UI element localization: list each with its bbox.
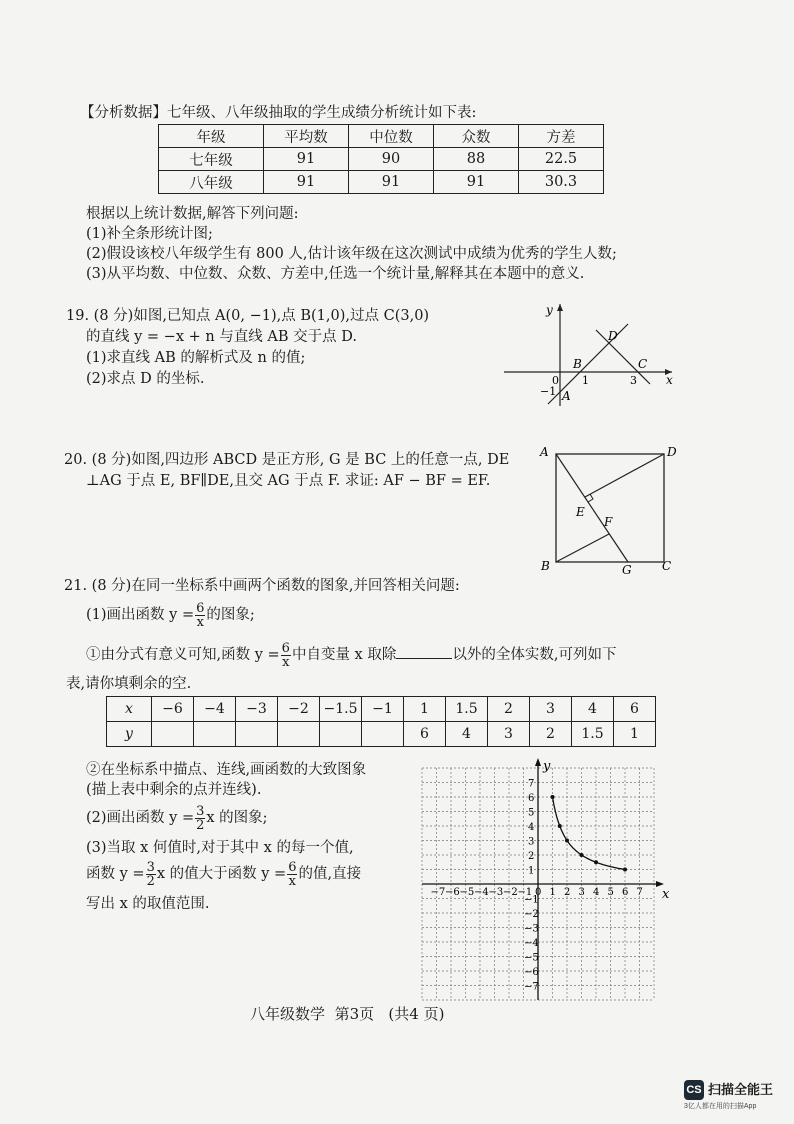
p21-q1-pre: (1)画出函数 y = — [86, 607, 195, 623]
p21-s2-line2: (描上表中剩余的点并连线). — [86, 782, 262, 798]
grid-ticks — [431, 779, 643, 993]
p20-line1: 20. (8 分)如图,四边形 ABCD 是正方形, G 是 BC 上的任意一点, DE — [64, 452, 510, 468]
segment-bf — [556, 534, 609, 562]
x-tick-label: −3 — [488, 887, 504, 898]
table-row — [159, 148, 604, 171]
x-tick-label: 5 — [607, 887, 614, 898]
fig20-label-e: E — [576, 505, 585, 519]
analysis-q3: (3)从平均数、中位数、众数、方差中,任选一个统计量,解释其在本题中的意义. — [86, 266, 585, 282]
scanner-title: 扫描全能王 — [708, 1082, 774, 1097]
frac-den: 2 — [146, 873, 155, 889]
fig19-label-a: A — [562, 389, 571, 403]
p20-line2: ⊥AG 于点 E, BF∥DE,且交 AG 于点 F. 求证: AF − BF = EF. — [86, 473, 491, 489]
y-cell-empty[interactable] — [320, 722, 362, 747]
y-axis-arrow — [557, 304, 563, 311]
analysis-prompt: 根据以上统计数据,解答下列问题: — [86, 206, 299, 222]
x-tick-label: 0 — [535, 887, 542, 898]
fig19-x-label: x — [666, 373, 673, 387]
table-row — [107, 697, 656, 722]
footer-subject: 八年级数学 — [250, 1005, 326, 1023]
scanner-logo: CS — [684, 1080, 704, 1100]
x-cell: −4 — [194, 697, 236, 722]
fig20-label-g: G — [622, 563, 632, 574]
curve-path — [553, 797, 626, 870]
y-tick-label: 1 — [528, 865, 535, 877]
coordinate-grid — [400, 758, 670, 1008]
y-tick-label: −1 — [524, 894, 539, 906]
table-header: 众数 — [434, 125, 519, 148]
y-tick-label: 7 — [528, 778, 535, 790]
frac-den: x — [196, 614, 204, 630]
p21-q2-pre: (2)画出函数 y = — [86, 810, 195, 826]
table-header: 平均数 — [264, 125, 349, 148]
p19-line3: (1)求直线 AB 的解析式及 n 的值; — [86, 350, 306, 366]
table-row — [107, 722, 656, 747]
p21-s1-post: 以外的全体实数,可列如下 — [452, 647, 617, 663]
table-row — [159, 171, 604, 194]
p19-line1: 19. (8 分)如图,已知点 A(0, −1),点 B(1,0),过点 C(3,0) — [66, 308, 430, 324]
y-cell-empty[interactable] — [278, 722, 320, 747]
grid-y-label: y — [543, 759, 551, 774]
y-cell-empty[interactable] — [362, 722, 404, 747]
footer — [250, 1004, 444, 1024]
scanner-subtitle: 3亿人都在用的扫描App — [684, 1103, 757, 1110]
p21-q3-l2b: x 的值大于函数 y = — [156, 866, 287, 882]
fig20-label-b: B — [541, 559, 550, 573]
x-cell: 2 — [488, 697, 530, 722]
x-tick-label: 6 — [622, 887, 629, 898]
fig20-label-d: D — [667, 445, 677, 459]
y-axis-arrow — [535, 758, 541, 766]
x-tick-label: −1 — [517, 887, 533, 898]
x-tick-label: −2 — [503, 887, 518, 898]
y-cell-empty[interactable] — [152, 722, 194, 747]
grid-axes — [422, 758, 664, 1000]
y-cell-empty[interactable] — [194, 722, 236, 747]
fig19-tick-neg1: −1 — [540, 385, 557, 398]
fig19-label-b: B — [573, 357, 582, 371]
fig19-label-d: D — [608, 329, 618, 343]
p21-q3-line1: (3)当取 x 何值时,对于其中 x 的每一个值, — [86, 840, 354, 856]
square-abcd — [556, 454, 664, 562]
fig19-label-c: C — [638, 357, 648, 371]
x-cell: 3 — [530, 697, 572, 722]
p21-s1-pre: ①由分式有意义可知,函数 y = — [86, 647, 280, 663]
curve-point — [623, 868, 627, 872]
table-cell: 88 — [434, 148, 519, 171]
frac-den: x — [288, 873, 297, 889]
fig19-origin: 0 — [552, 374, 559, 387]
table-cell: 22.5 — [519, 148, 604, 171]
p19-line4: (2)求点 D 的坐标. — [86, 371, 205, 387]
segment-ag — [556, 454, 628, 562]
table-header: 年级 — [159, 125, 264, 148]
y-cell: 1 — [614, 722, 656, 747]
fraction-3-over-2 — [195, 805, 205, 832]
x-tick-label: −5 — [459, 887, 475, 898]
p21-q3-line2 — [86, 858, 361, 890]
p19-line2: 的直线 y = −x + n 与直线 AB 交于点 D. — [86, 329, 357, 345]
x-cell: 1.5 — [446, 697, 488, 722]
footer-page: 第3页 — [334, 1005, 375, 1023]
fig20-label-f: F — [604, 515, 613, 529]
x-cell: −1 — [362, 697, 404, 722]
table-cell: 91 — [434, 171, 519, 194]
fraction-6-over-x — [281, 642, 291, 669]
p21-step1 — [86, 640, 616, 670]
table-cell: 91 — [264, 148, 349, 171]
p21-q2 — [86, 802, 268, 834]
y-tick-label: 4 — [528, 822, 535, 833]
y-tick-label: 2 — [528, 851, 535, 862]
frac-num: 6 — [196, 600, 205, 616]
x-cell: 4 — [572, 697, 614, 722]
curve-point — [551, 795, 555, 799]
analysis-q1: (1)补全条形统计图; — [86, 226, 213, 242]
y-cell: 3 — [488, 722, 530, 747]
x-cell: −2 — [278, 697, 320, 722]
p21-s2-line1: ②在坐标系中描点、连线,画函数的大致图象 — [86, 762, 367, 778]
y-tick-label: 3 — [528, 836, 535, 848]
fig19-tick-1: 1 — [582, 374, 589, 387]
segment-de — [585, 454, 664, 497]
x-tick-label: 4 — [593, 887, 600, 898]
x-tick-label: 3 — [578, 887, 585, 898]
curve-point — [558, 824, 562, 828]
stats-table — [158, 124, 604, 194]
curve-point — [565, 839, 569, 843]
fraction-6-over-x — [287, 861, 297, 888]
table-cell: 七年级 — [159, 148, 264, 171]
fig19-tick-3: 3 — [630, 374, 637, 387]
curve-6-over-x — [551, 795, 628, 872]
y-tick-label: −6 — [524, 967, 539, 978]
y-tick-label: −2 — [524, 909, 539, 920]
p21-q1-post: 的图象; — [206, 607, 255, 623]
answer-blank[interactable] — [396, 644, 452, 659]
p20-figure — [536, 442, 686, 574]
x-cell: 1 — [404, 697, 446, 722]
y-tick-label: −5 — [524, 952, 539, 964]
fig20-label-c: C — [662, 559, 672, 573]
y-tick-label: −7 — [524, 981, 539, 993]
y-cell-empty[interactable] — [236, 722, 278, 747]
x-tick-label: 2 — [564, 887, 571, 898]
curve-point — [580, 853, 584, 857]
values-table — [106, 696, 656, 747]
y-tick-label: −4 — [524, 938, 539, 949]
x-tick-label: −7 — [430, 887, 446, 898]
p21-s1-mid: 中自变量 x 取除 — [291, 647, 397, 663]
p21-q3-line3: 写出 x 的取值范围. — [86, 896, 210, 912]
y-cell: 6 — [404, 722, 446, 747]
p21-q1 — [86, 600, 255, 630]
x-tick-label: −4 — [474, 887, 489, 898]
frac-den: x — [282, 654, 290, 670]
fraction-3-over-2 — [146, 861, 156, 888]
frac-den: 2 — [196, 817, 205, 833]
p21-q2-post: x 的图象; — [206, 810, 268, 826]
y-header: y — [107, 722, 152, 747]
curve-point — [594, 860, 598, 864]
fraction-6-over-x — [195, 602, 205, 629]
y-tick-label: 5 — [528, 807, 535, 819]
y-tick-label: 6 — [528, 793, 535, 804]
grid-x-label: x — [662, 887, 670, 902]
x-tick-label: 1 — [549, 887, 556, 898]
analysis-q2: (2)假设该校八年级学生有 800 人,估计该年级在这次测试中成绩为优秀的学生人数; — [86, 246, 617, 262]
p21-s1-line2: 表,请你填剩余的空. — [66, 676, 192, 692]
footer-total: (共4 页) — [388, 1005, 445, 1023]
x-header: x — [107, 697, 152, 722]
table-cell: 30.3 — [519, 171, 604, 194]
y-cell: 2 — [530, 722, 572, 747]
p19-figure — [500, 298, 680, 410]
frac-num: 6 — [288, 859, 297, 875]
p21-q3-l2a: 函数 y = — [86, 866, 145, 882]
y-tick-label: −3 — [524, 923, 539, 935]
x-cell: −3 — [236, 697, 278, 722]
y-cell: 4 — [446, 722, 488, 747]
table-header: 方差 — [519, 125, 604, 148]
x-tick-label: −6 — [445, 887, 460, 898]
y-cell: 1.5 — [572, 722, 614, 747]
x-cell: −1.5 — [320, 697, 362, 722]
analysis-heading: 【分析数据】七年级、八年级抽取的学生成绩分析统计如下表: — [80, 105, 477, 121]
frac-num: 3 — [146, 859, 155, 875]
x-cell: 6 — [614, 697, 656, 722]
x-cell: −6 — [152, 697, 194, 722]
frac-num: 3 — [196, 803, 205, 819]
table-header: 中位数 — [349, 125, 434, 148]
frac-num: 6 — [281, 640, 290, 656]
p21-q3-l2c: 的值,直接 — [298, 866, 362, 882]
p21-line1: 21. (8 分)在同一坐标系中画两个函数的图象,并回答相关问题: — [64, 578, 460, 594]
table-cell: 91 — [349, 171, 434, 194]
table-cell: 91 — [264, 171, 349, 194]
table-row — [159, 125, 604, 148]
table-cell: 90 — [349, 148, 434, 171]
fig19-y-label: y — [546, 303, 553, 317]
x-tick-label: 7 — [636, 887, 643, 898]
table-cell: 八年级 — [159, 171, 264, 194]
fig20-label-a: A — [540, 445, 549, 459]
